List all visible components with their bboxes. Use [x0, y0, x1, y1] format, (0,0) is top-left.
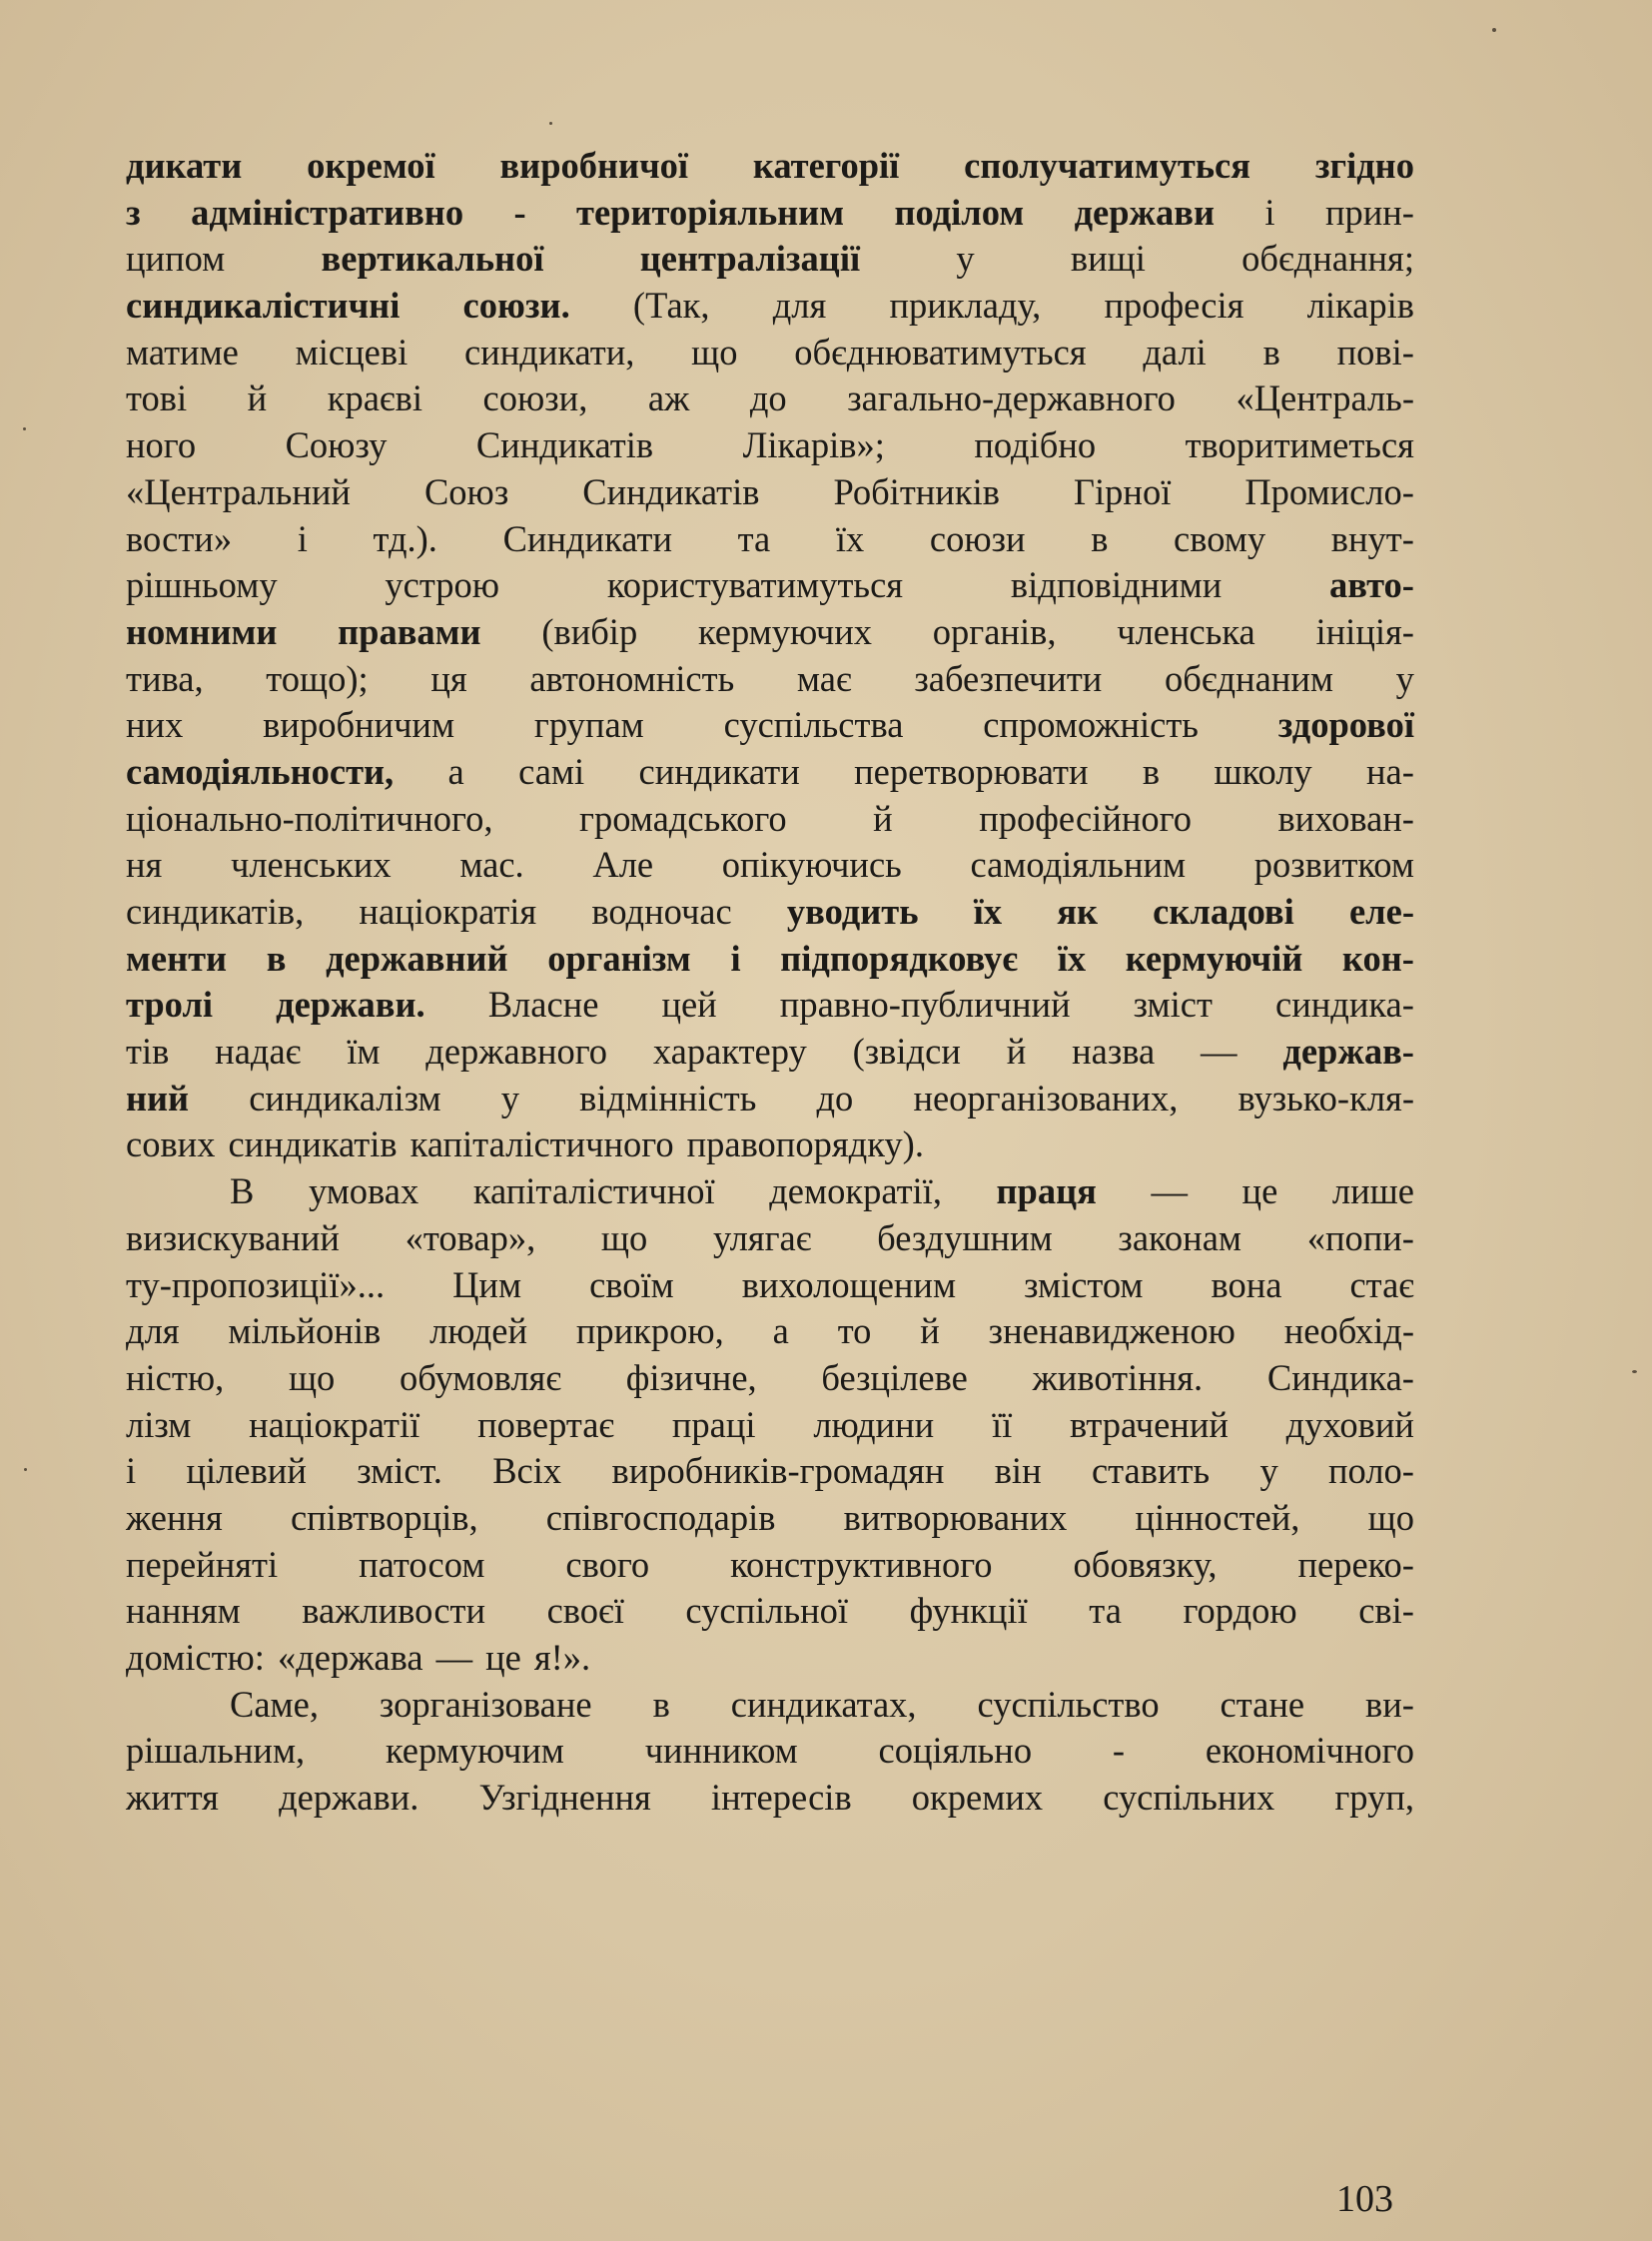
word: краєві [327, 377, 422, 419]
word: обєднюватимуться [794, 331, 1087, 373]
bold-word: територіяльним [576, 191, 845, 233]
word: суспільства [723, 704, 904, 746]
word: що [1367, 1496, 1414, 1538]
word: економічного [1205, 1730, 1414, 1772]
word: соціяльно [878, 1730, 1033, 1772]
bold-word: тролі [126, 984, 214, 1026]
word: Узгіднення [478, 1777, 651, 1819]
text-line [126, 1542, 1414, 1589]
word: (Так, [632, 285, 710, 327]
word: демократії, [769, 1170, 942, 1212]
word: групам [533, 704, 644, 746]
word: виробників-громадян [611, 1450, 945, 1492]
word: духовий [1285, 1403, 1414, 1445]
word: ту-пропозиції»... [126, 1263, 386, 1305]
speck-mark [24, 1468, 27, 1471]
bold-word: виробничої [499, 145, 689, 186]
word: капіталістичного [410, 1123, 674, 1165]
word: ініція- [1315, 610, 1414, 652]
word: ного [126, 424, 197, 466]
word: умовах [308, 1170, 419, 1212]
bold-word: складові [1153, 891, 1294, 932]
word: тд.). [373, 517, 437, 559]
word: творитиметься [1185, 424, 1414, 466]
word: свого [565, 1543, 650, 1585]
word: Лікарів»; [742, 424, 885, 466]
word: зміст [1133, 984, 1213, 1026]
word: нанням [126, 1590, 241, 1632]
word: них [126, 704, 184, 746]
word: устрою [385, 564, 500, 606]
word: (вибір [541, 610, 638, 652]
word: гордою [1183, 1590, 1297, 1632]
word: у [1395, 657, 1414, 699]
word: улягає [712, 1216, 812, 1258]
text-line [126, 143, 1414, 190]
word: поло- [1328, 1450, 1414, 1492]
word: забезпечити [914, 657, 1103, 699]
bold-word: окремої [307, 145, 435, 186]
word: користуватимуться [606, 564, 904, 606]
word: безцілеве [821, 1356, 968, 1398]
word: обєднаним [1165, 657, 1333, 699]
word: синдикати [638, 750, 800, 792]
word: рішньому [126, 564, 278, 606]
word: виробничим [263, 704, 455, 746]
word: Але [592, 844, 654, 886]
word: своєї [546, 1590, 624, 1632]
word: у [500, 1077, 520, 1119]
text-line [126, 1728, 1414, 1775]
text-line [126, 469, 1414, 516]
word: професія [1104, 285, 1244, 327]
page-number: 103 [1336, 2178, 1393, 2220]
bold-word: менти [126, 937, 228, 979]
word: Саме, [230, 1683, 319, 1725]
text-line [126, 330, 1414, 376]
word: Союзу [285, 424, 388, 466]
word: Цим [452, 1263, 522, 1305]
word: в [1142, 750, 1161, 792]
word: обовязку, [1073, 1543, 1218, 1585]
word: тові [126, 377, 188, 419]
word: синдикатах, [730, 1683, 917, 1725]
word: законам [1118, 1216, 1241, 1258]
word: внут- [1330, 517, 1414, 559]
text-line [126, 702, 1414, 749]
word: та [737, 517, 771, 559]
word: й [920, 1310, 940, 1352]
word: функції [909, 1590, 1028, 1632]
word: «Центральний [126, 470, 351, 512]
word: Власне [487, 984, 599, 1026]
word: для [772, 285, 827, 327]
word: самодіяльним [970, 844, 1187, 886]
bold-word: їх [1057, 937, 1087, 979]
word: характеру [652, 1031, 807, 1073]
word: животіння. [1032, 1356, 1204, 1398]
bold-word: номними [126, 610, 278, 652]
bold-word: в [266, 937, 287, 979]
word: «товар», [405, 1216, 536, 1258]
word: державного [425, 1031, 608, 1073]
text-line [126, 1076, 1414, 1122]
body-text [126, 143, 1414, 1822]
word: Синдикатів [475, 424, 654, 466]
word: в [1091, 517, 1109, 559]
word: у [956, 238, 975, 280]
word: капіталістичної [472, 1170, 715, 1212]
word: свому [1174, 517, 1266, 559]
text-line [126, 656, 1414, 703]
word: суспільних [1103, 1777, 1275, 1819]
word: що [600, 1216, 648, 1258]
word: переко- [1297, 1543, 1414, 1585]
word: вищі [1070, 238, 1146, 280]
word: зміст. [357, 1450, 442, 1492]
word: тів [126, 1031, 170, 1073]
text-line [126, 1308, 1414, 1355]
bold-word: з [126, 191, 141, 233]
speck-mark [1492, 28, 1496, 32]
bold-word: їх [973, 891, 1003, 932]
word: - [1112, 1730, 1126, 1772]
word: прикладу, [889, 285, 1042, 327]
word: громадського [578, 797, 787, 839]
word: домістю: [126, 1637, 265, 1678]
bold-word: державний [326, 937, 508, 979]
word: водночас [591, 891, 732, 932]
word: держави. [279, 1777, 419, 1819]
text-line [126, 236, 1414, 283]
word: членська [1117, 610, 1255, 652]
word: націократії [249, 1403, 420, 1445]
bold-word: централізації [639, 238, 861, 280]
word: це [485, 1637, 521, 1678]
text-line [126, 1635, 1414, 1682]
word: сві- [1358, 1590, 1414, 1632]
word: своїм [589, 1263, 674, 1305]
bold-word: категорії [752, 145, 900, 186]
word: подібно [974, 424, 1097, 466]
bold-word: союзи. [462, 285, 570, 327]
word: зненавидженою [988, 1310, 1236, 1352]
bold-word: дикати [126, 145, 243, 186]
bold-word: держави [1074, 191, 1216, 233]
word: прикрою, [575, 1310, 724, 1352]
word: вости» [126, 517, 233, 559]
word: рішальним, [126, 1730, 306, 1772]
text-line [126, 889, 1414, 936]
word: їх [835, 517, 865, 559]
word: «держава [277, 1637, 423, 1678]
word: синдикатів, [126, 891, 305, 932]
word: аж [647, 377, 690, 419]
word: неорганізованих, [913, 1077, 1179, 1119]
bold-word: здорової [1277, 704, 1414, 746]
bold-word: еле- [1348, 891, 1414, 932]
word: пові- [1336, 331, 1414, 373]
word: зорганізоване [379, 1683, 592, 1725]
word: кермуючим [385, 1730, 564, 1772]
word: — [1201, 1031, 1238, 1073]
word: синдика- [1275, 984, 1414, 1026]
word: матиме [126, 331, 239, 373]
word: надає [215, 1031, 302, 1073]
text-line [126, 1495, 1414, 1542]
word: та [1089, 1590, 1122, 1632]
word: необхід- [1283, 1310, 1414, 1352]
word: школу [1214, 750, 1312, 792]
word: інтересів [710, 1777, 852, 1819]
speck-mark [23, 427, 26, 430]
word: кермуючих [697, 610, 873, 652]
word: вузько-кля- [1238, 1077, 1414, 1119]
word: самі [518, 750, 585, 792]
word: груп, [1334, 1777, 1414, 1819]
word: і [1264, 191, 1275, 233]
word: ви- [1365, 1683, 1414, 1725]
word: людей [429, 1310, 527, 1352]
word: союзи, [482, 377, 588, 419]
word: ципом [126, 238, 226, 280]
bold-word: поділом [894, 191, 1025, 233]
bold-word: кермуючій [1125, 937, 1303, 979]
word: для [126, 1310, 180, 1352]
word: правно-публичний [779, 984, 1071, 1026]
word: відмінність [579, 1077, 757, 1119]
bold-word: авто- [1329, 564, 1414, 606]
word: окремих [911, 1777, 1044, 1819]
word: ністю, [126, 1356, 225, 1398]
word: лише [1331, 1170, 1414, 1212]
word: конструктивного [730, 1543, 993, 1585]
word: ня [126, 844, 163, 886]
word: сових [126, 1123, 216, 1165]
word: цілевий [186, 1450, 307, 1492]
bold-word: підпорядковує [780, 937, 1019, 979]
word: спроможність [983, 704, 1199, 746]
word: змістом [1024, 1263, 1144, 1305]
text-line [126, 1029, 1414, 1076]
text-line [126, 562, 1414, 609]
speck-mark [1632, 1370, 1637, 1373]
word: синдикатів [228, 1123, 398, 1165]
word: я!». [533, 1637, 591, 1678]
text-line [126, 1355, 1414, 1402]
word: «попи- [1306, 1216, 1414, 1258]
word: далі [1143, 331, 1207, 373]
speck-mark [549, 122, 552, 125]
word: прин- [1324, 191, 1414, 233]
word: стає [1349, 1263, 1414, 1305]
word: лізм [126, 1403, 192, 1445]
word: вихован- [1277, 797, 1414, 839]
text-line [126, 1682, 1414, 1729]
word: має [796, 657, 852, 699]
text-line [126, 422, 1414, 469]
text-line [126, 796, 1414, 843]
bold-word: праця [996, 1170, 1097, 1212]
word: співтворців, [290, 1496, 478, 1538]
text-line [126, 842, 1414, 889]
word: й [873, 797, 893, 839]
word: тощо); [266, 657, 369, 699]
bold-word: уводить [786, 891, 919, 932]
word: патосом [359, 1543, 485, 1585]
text-line [126, 1448, 1414, 1495]
word: синдикати, [463, 331, 635, 373]
word: мас. [459, 844, 524, 886]
word: ставить [1091, 1450, 1211, 1492]
word: обумовляє [400, 1356, 561, 1398]
bold-word: і [730, 937, 741, 979]
text-line [126, 190, 1414, 237]
word: ження [126, 1496, 223, 1538]
bold-word: синдикалістичні [126, 285, 401, 327]
bold-word: сполучатимуться [964, 145, 1250, 186]
word: життя [126, 1777, 219, 1819]
bold-word: згідно [1314, 145, 1414, 186]
word: в [1262, 331, 1280, 373]
text-line [126, 749, 1414, 796]
word: органів, [932, 610, 1057, 652]
word: назва [1072, 1031, 1156, 1073]
word: й [1006, 1031, 1027, 1073]
word: правопорядку). [686, 1123, 924, 1165]
word: чинником [644, 1730, 798, 1772]
word: повертає [477, 1403, 615, 1445]
word: союзи [929, 517, 1026, 559]
text-line [126, 1121, 1414, 1168]
word: загально-державного [847, 377, 1176, 419]
text-line [126, 283, 1414, 330]
word: й [247, 377, 268, 419]
word: і [126, 1450, 137, 1492]
text-line [126, 375, 1414, 422]
word: Союз [423, 470, 509, 512]
text-line [126, 982, 1414, 1029]
bold-word: держав- [1282, 1031, 1414, 1073]
word: важливости [302, 1590, 486, 1632]
word: на- [1366, 750, 1414, 792]
word: суспільство [977, 1683, 1160, 1725]
text-line [126, 936, 1414, 983]
text-line [126, 1168, 1414, 1215]
word: ціонально-політичного, [126, 797, 493, 839]
word: В [230, 1170, 255, 1212]
word: то [837, 1310, 872, 1352]
word: до [816, 1077, 854, 1119]
word: до [749, 377, 787, 419]
word: цінностей, [1135, 1496, 1300, 1538]
text-line [126, 1402, 1414, 1449]
word: — [1151, 1170, 1188, 1212]
word: розвитком [1253, 844, 1414, 886]
word: Гірної [1073, 470, 1172, 512]
bold-word: адміністративно [191, 191, 464, 233]
bold-word: - [513, 191, 526, 233]
word: ця [430, 657, 467, 699]
word: у [1259, 1450, 1278, 1492]
text-line [126, 609, 1414, 656]
word: а [772, 1310, 789, 1352]
word: (звідси [852, 1031, 961, 1073]
word: цей [661, 984, 717, 1026]
word: синдикалізм [249, 1077, 441, 1119]
bold-word: правами [338, 610, 481, 652]
word: і [297, 517, 308, 559]
text-line [126, 1262, 1414, 1309]
word: «Централь- [1236, 377, 1414, 419]
word: Промисло- [1244, 470, 1414, 512]
word: перейняті [126, 1543, 279, 1585]
word: її [991, 1403, 1013, 1445]
bold-word: як [1057, 891, 1099, 932]
word: націократія [359, 891, 537, 932]
text-line [126, 1215, 1414, 1262]
text-line [126, 516, 1414, 563]
word: Всіх [492, 1450, 562, 1492]
bold-word: самодіяльности, [126, 750, 395, 792]
word: місцеві [295, 331, 409, 373]
bold-word: вертикальної [321, 238, 544, 280]
word: що [288, 1356, 336, 1398]
word: праці [671, 1403, 756, 1445]
word: стане [1220, 1683, 1305, 1725]
word: що [691, 331, 738, 373]
word: відповідними [1010, 564, 1223, 606]
word: фізичне, [625, 1356, 757, 1398]
word: співгосподарів [545, 1496, 776, 1538]
text-line [126, 1588, 1414, 1635]
word: він [994, 1450, 1042, 1492]
word: мільйонів [228, 1310, 382, 1352]
bold-word: ний [126, 1077, 190, 1119]
word: суспільної [685, 1590, 849, 1632]
word: Синдикати [502, 517, 672, 559]
word: витворюваних [843, 1496, 1068, 1538]
word: Синдикатів [582, 470, 760, 512]
bold-word: держави. [276, 984, 425, 1026]
word: вона [1211, 1263, 1282, 1305]
word: Робітників [833, 470, 1000, 512]
word: їм [347, 1031, 381, 1073]
text-line [126, 1775, 1414, 1822]
word: бездушним [877, 1216, 1053, 1258]
word: автономність [529, 657, 735, 699]
word: членських [230, 844, 392, 886]
word: Синдика- [1266, 1356, 1414, 1398]
word: а [447, 750, 464, 792]
word: лікарів [1306, 285, 1414, 327]
word: тива, [126, 657, 204, 699]
word: визискуваний [126, 1216, 340, 1258]
word: опікуючись [721, 844, 902, 886]
word: обєднання; [1241, 238, 1414, 280]
word: втрачений [1070, 1403, 1229, 1445]
word: — [435, 1637, 473, 1678]
word: в [652, 1683, 670, 1725]
bold-word: кон- [1341, 937, 1414, 979]
word: професійного [979, 797, 1192, 839]
word: вихолощеним [741, 1263, 957, 1305]
word: перетворювати [854, 750, 1089, 792]
word: людини [813, 1403, 935, 1445]
word: це [1241, 1170, 1278, 1212]
bold-word: організм [547, 937, 691, 979]
